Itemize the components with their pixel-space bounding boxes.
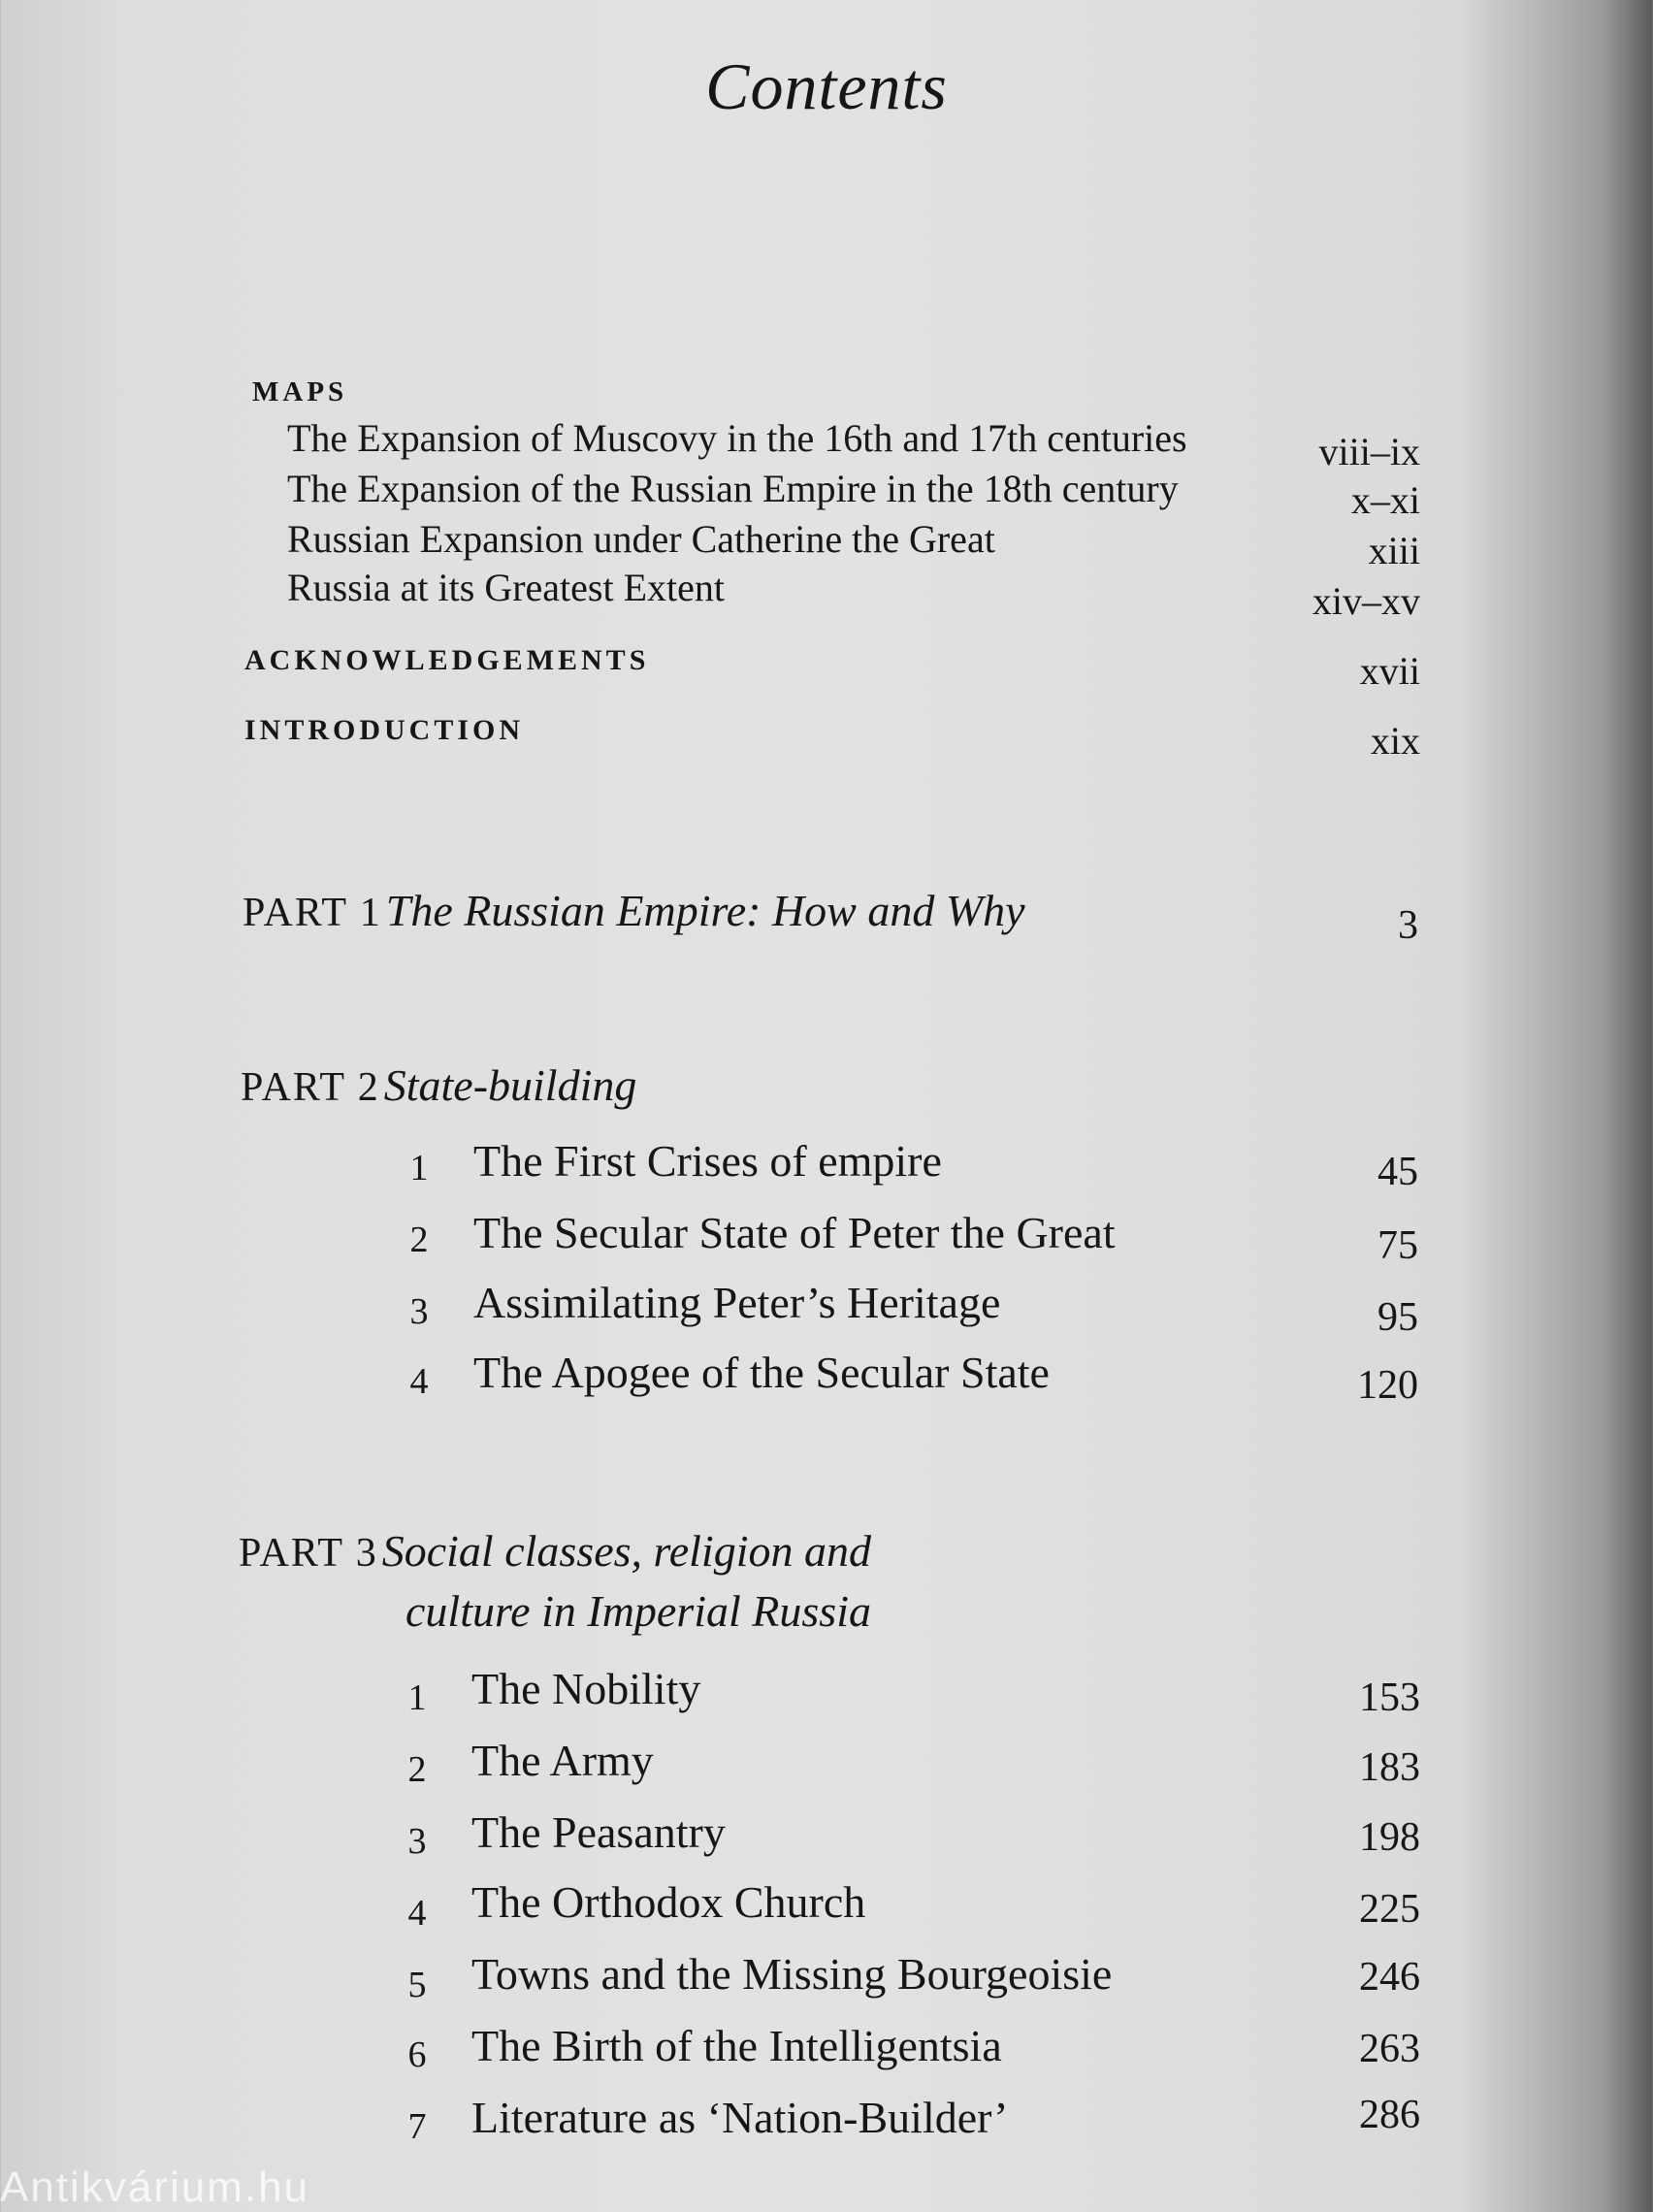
chapter-title: The First Crises of empire [473, 1136, 942, 1186]
chapter-number: 3 [407, 1821, 427, 1862]
chapter-page: 198 [1359, 1815, 1420, 1860]
chapter-page: 183 [1359, 1745, 1420, 1790]
part1-page: 3 [1398, 903, 1418, 948]
part3-label: PART 3 [239, 1531, 378, 1576]
chapter-number: 2 [407, 1749, 427, 1790]
map-item-pages: xiii [1368, 529, 1420, 572]
map-item-title: Russia at its Greatest Extent [287, 566, 726, 609]
chapter-number: 1 [407, 1677, 427, 1718]
map-item-pages: xiv–xv [1312, 579, 1420, 623]
part3-title-line1: Social classes, religion and [381, 1526, 871, 1576]
chapter-page: 263 [1359, 2027, 1420, 2071]
chapter-title: The Nobility [471, 1664, 701, 1713]
chapter-title: The Orthodox Church [471, 1877, 866, 1927]
part2-heading [241, 1059, 636, 1111]
map-item-title: The Expansion of the Russian Empire in the 18th century [287, 467, 1179, 510]
chapter-title: Literature as ‘Nation-Builder’ [471, 2093, 1009, 2142]
chapter-title: The Birth of the Intelligentsia [471, 2021, 1002, 2070]
chapter-page: 75 [1378, 1223, 1418, 1268]
acknowledgements-label: ACKNOWLEDGEMENTS [244, 644, 650, 676]
introduction-label: INTRODUCTION [244, 714, 525, 746]
chapter-title: The Apogee of the Secular State [473, 1348, 1050, 1397]
map-item-pages: x–xi [1350, 478, 1420, 522]
chapter-page: 95 [1378, 1295, 1418, 1340]
part1-title: The Russian Empire: How and Why [385, 886, 1025, 935]
chapter-number: 3 [409, 1291, 429, 1332]
part1-heading [243, 885, 1025, 936]
chapter-number: 7 [407, 2106, 427, 2147]
part3-heading [239, 1525, 871, 1577]
chapter-page: 45 [1378, 1150, 1418, 1194]
part1-label: PART 1 [243, 891, 382, 935]
chapter-title: The Army [471, 1736, 654, 1785]
map-item-title: The Expansion of Muscovy in the 16th and 17th centuries [287, 416, 1187, 460]
introduction-page: xix [1370, 719, 1420, 763]
part2-title: State-building [383, 1060, 637, 1110]
chapter-page: 225 [1359, 1887, 1420, 1932]
chapter-page: 120 [1357, 1363, 1418, 1408]
acknowledgements-page: xvii [1359, 649, 1420, 693]
chapter-title: The Peasantry [471, 1807, 726, 1857]
chapter-number: 6 [407, 2034, 427, 2075]
chapter-title: Assimilating Peter’s Heritage [473, 1278, 1001, 1327]
chapter-number: 2 [409, 1220, 429, 1260]
map-item-title: Russian Expansion under Catherine the Great [287, 517, 995, 561]
chapter-number: 1 [409, 1148, 429, 1188]
chapter-page: 246 [1359, 1955, 1420, 2000]
chapter-page: 286 [1359, 2093, 1420, 2137]
chapter-title: Towns and the Missing Bourgeoisie [471, 1949, 1113, 1999]
page-title: Contents [705, 49, 948, 123]
map-item-pages: viii–ix [1318, 430, 1420, 473]
chapter-title: The Secular State of Peter the Great [473, 1208, 1116, 1257]
chapter-number: 4 [407, 1893, 427, 1934]
part3-title-line2: culture in Imperial Russia [405, 1586, 871, 1636]
watermark: Antikvárium.hu [0, 2163, 310, 2211]
part2-label: PART 2 [241, 1065, 380, 1110]
maps-heading: MAPS [252, 376, 348, 407]
chapter-page: 153 [1359, 1675, 1420, 1720]
chapter-number: 5 [407, 1965, 427, 2005]
chapter-number: 4 [409, 1361, 429, 1402]
